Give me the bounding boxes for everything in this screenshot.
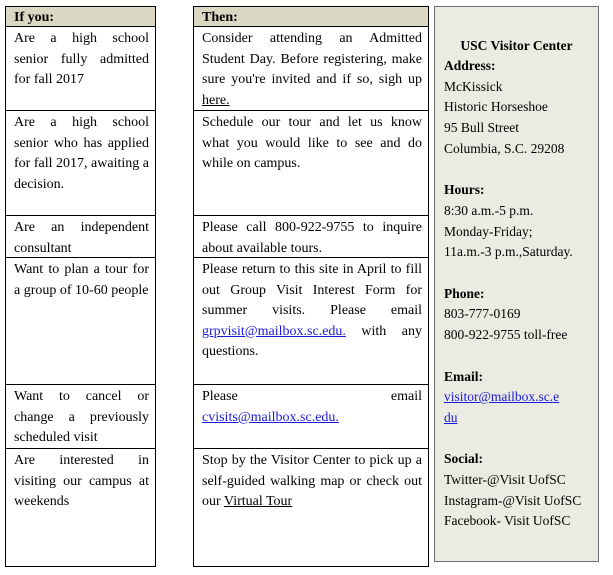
social-label: Social: [444, 451, 483, 467]
social-line: Instagram-@Visit UofSC [444, 492, 582, 508]
table-row-if: Want to plan a tour for a group of 10-60 people [5, 257, 156, 385]
address-line: Columbia, S.C. 29208 [444, 140, 565, 156]
table-row-then: Schedule our tour and let us know what you would like to see and do while on campus. [193, 110, 429, 216]
table-row-if: Are a high school senior fully admitted for fall 2017 [5, 26, 156, 111]
hours-line: Monday-Friday; [444, 223, 533, 239]
table-row-if: Want to cancel or change a previously scheduled visit [5, 384, 156, 449]
table-row-if: Are an independent consultant [5, 215, 156, 258]
then-text-after: with any questions. [202, 323, 422, 359]
email-link-part2[interactable]: du [444, 409, 458, 425]
phone-line: 803-777-0169 [444, 306, 521, 322]
address-label: Address: [444, 58, 496, 73]
address-line: Historic Horseshoe [444, 99, 548, 115]
social-line: Twitter-@Visit UofSC [444, 472, 566, 487]
email-label: Email: [444, 368, 483, 384]
admitted-day-link[interactable]: here. [202, 92, 230, 108]
table-row-then: Please call 800-922-9755 to inquire about available tours. [193, 215, 429, 258]
then-text: Please email [202, 389, 422, 404]
table-row-if: Are interested in visiting our campus at weekends [5, 448, 156, 567]
header-if-you: If you: [5, 6, 156, 27]
cvisits-email-link[interactable]: cvisits@mailbox.sc.edu. [202, 409, 339, 425]
table-row-then [193, 384, 429, 449]
table-row-if: Are a high school senior who has applied for fall 2017, awaiting a decision. [5, 110, 156, 216]
visit-options-table [5, 6, 429, 567]
hours-line: 11a.m.-3 p.m.,Saturday. [444, 244, 573, 260]
phone-line: 800-922-9755 toll-free [444, 327, 568, 343]
then-text: Please return to this site in April to fill out Group Visit Interest Form for summer visits. Please email [202, 262, 422, 318]
grpvisit-email-link[interactable]: grpvisit@mailbox.sc.edu. [202, 323, 346, 339]
header-then: Then: [193, 6, 429, 27]
address-line: McKissick [444, 78, 503, 94]
address-line: 95 Bull Street [444, 120, 519, 136]
visitor-center-panel [434, 6, 599, 562]
table-row-then [193, 448, 429, 567]
then-text: Stop by the Visitor Center to pick up a self-guided walking map or check out our [202, 453, 422, 509]
virtual-tour-link[interactable]: Virtual Tour [223, 494, 293, 509]
social-line: Facebook- Visit UofSC [444, 513, 571, 529]
email-link-part1[interactable]: visitor@mailbox.sc.e [444, 389, 560, 405]
phone-label: Phone: [444, 285, 485, 301]
visitor-email-link[interactable] [444, 387, 598, 428]
hours-line: 8:30 a.m.-5 p.m. [444, 202, 534, 218]
visitor-center-title: USC Visitor Center [460, 38, 573, 53]
hours-label: Hours: [444, 182, 485, 198]
then-text: Consider attending an Admitted Student Day. Before registering, make sure you're invited and if so, sigh up [202, 31, 422, 87]
table-row-then [193, 257, 429, 385]
table-row-then [193, 26, 429, 111]
